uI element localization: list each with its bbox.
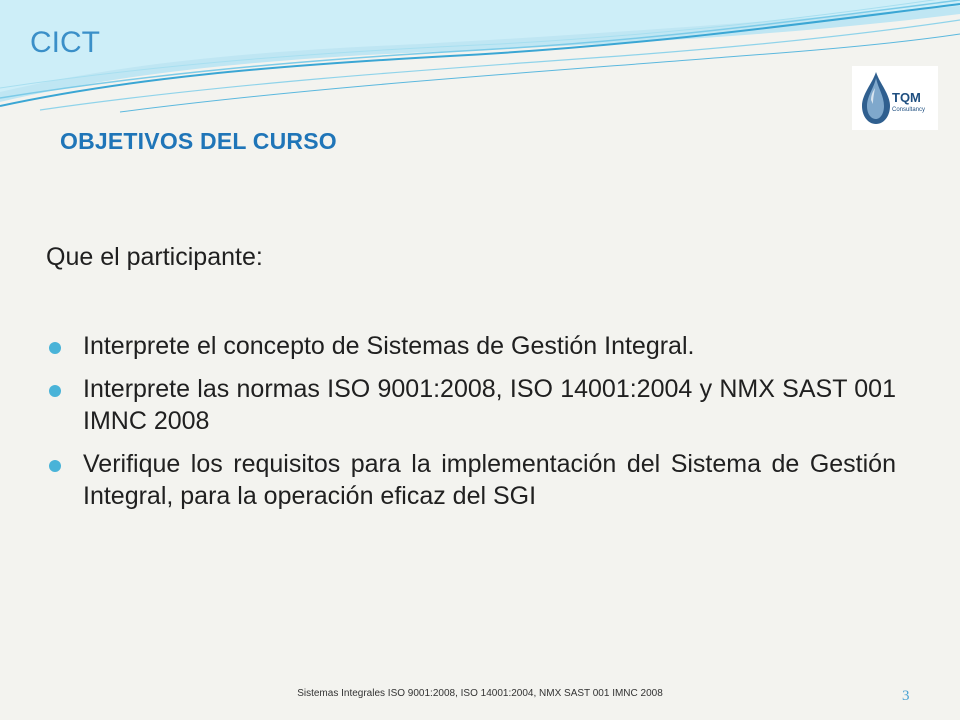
objective-text: Interprete las normas ISO 9001:2008, ISO 14001:2004 y NMX SAST 001 IMNC 2008 xyxy=(83,375,896,435)
objective-item xyxy=(46,373,896,437)
logo-subtext: Consultancy xyxy=(892,107,926,113)
bullet-dot-icon xyxy=(49,460,61,472)
tqm-logo xyxy=(852,66,938,130)
section-title: OBJETIVOS DEL CURSO xyxy=(60,128,337,154)
objective-text: Verifique los requisitos para la implementación del Sistema de Gestión Integral, para la operación eficaz del SGI xyxy=(83,450,896,510)
bullet-dot-icon xyxy=(49,385,61,397)
objective-item xyxy=(46,330,896,362)
header-wave-decoration xyxy=(0,0,960,140)
objective-item xyxy=(46,448,896,512)
objectives-list xyxy=(46,330,896,512)
header-label: CICT xyxy=(30,26,100,59)
bullet-dot-icon xyxy=(49,342,61,354)
intro-text: Que el participante: xyxy=(46,243,263,271)
objective-text: Interprete el concepto de Sistemas de Gestión Integral. xyxy=(83,332,695,360)
page-number: 3 xyxy=(902,688,910,704)
slide-body xyxy=(46,240,896,523)
logo-text: TQM xyxy=(892,90,921,105)
footer-text: Sistemas Integrales ISO 9001:2008, ISO 14001:2004, NMX SAST 001 IMNC 2008 xyxy=(297,688,663,699)
